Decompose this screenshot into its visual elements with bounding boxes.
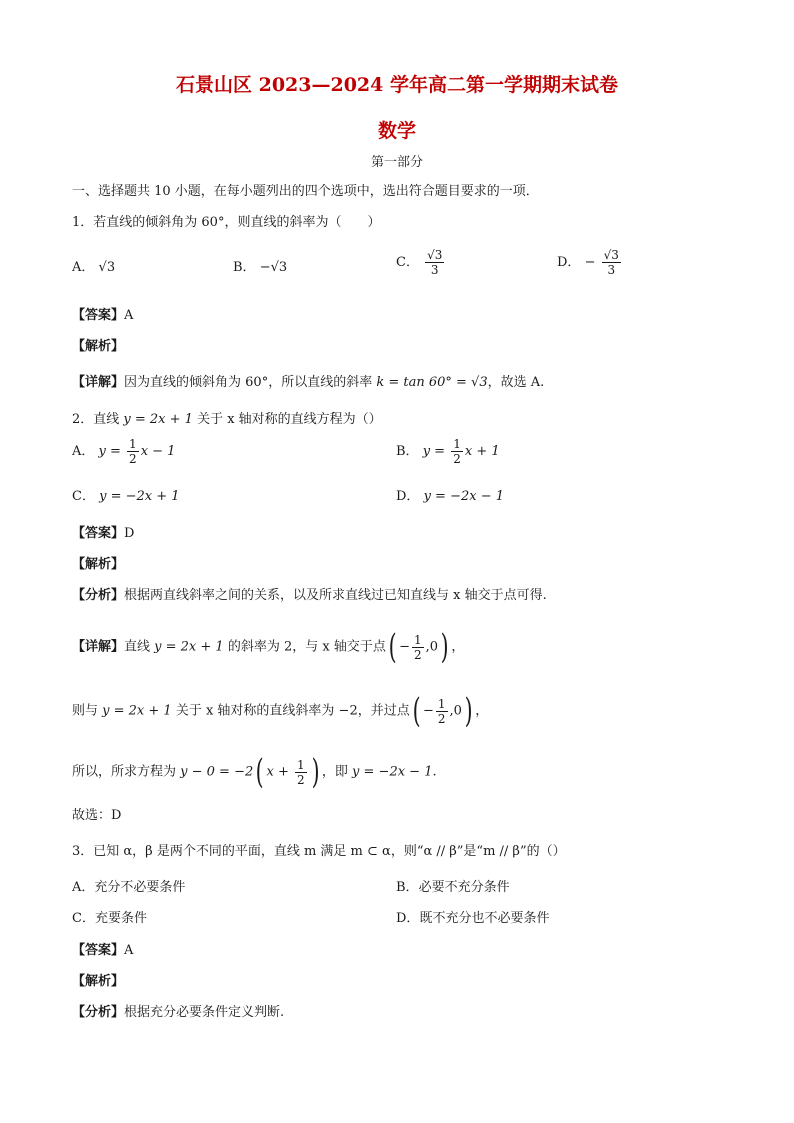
left-paren: (	[388, 627, 397, 667]
fraction	[436, 697, 448, 726]
fraction	[602, 248, 621, 277]
option-label: B．	[233, 260, 256, 275]
detail-text-end: ，	[451, 639, 465, 655]
numerator: 1	[437, 696, 446, 711]
q1-stem: 1．若直线的倾斜角为 60°，则直线的斜率为（ ）	[72, 215, 381, 230]
denominator: 2	[297, 772, 305, 787]
math-expression: x − 1	[140, 444, 176, 459]
option-value: √3	[98, 260, 116, 275]
option-value: 既不充分也不必要条件	[419, 911, 550, 926]
left-paren: (	[412, 691, 421, 731]
detail-text: 因为直线的倾斜角为 60°，所以直线的斜率	[124, 375, 377, 390]
detail-tag: 【详解】	[72, 639, 125, 655]
option-label: A．	[72, 260, 95, 275]
answer-tag: 【答案】	[72, 943, 125, 958]
option-label: B．	[396, 444, 419, 459]
q1-answer	[72, 306, 133, 326]
denominator: 2	[453, 452, 461, 466]
math-expression: y = 2x + 1	[154, 639, 224, 655]
q1-option-a	[72, 258, 115, 278]
detail-text-end: .	[432, 764, 437, 780]
q1-option-d	[557, 248, 623, 277]
numerator: √3	[603, 248, 619, 262]
q2-option-c	[72, 487, 180, 507]
q2-option-d	[396, 487, 504, 507]
numerator: 1	[453, 437, 461, 451]
fraction	[127, 437, 139, 466]
math-expression: k = tan 60° = √3	[376, 375, 488, 390]
minus-sign: −	[584, 255, 596, 270]
answer-tag: 【答案】	[72, 526, 125, 541]
option-label: A．	[72, 444, 95, 459]
denominator: 3	[430, 263, 439, 277]
q3-answer	[72, 941, 133, 961]
numerator: 1	[414, 632, 422, 647]
q3-option-c	[72, 909, 147, 929]
stem-text-end: 关于 x 轴对称的直线方程为（）	[192, 412, 382, 427]
minus-sign: −	[422, 703, 434, 719]
q3-option-b	[396, 878, 510, 898]
point-y: 0	[429, 639, 439, 655]
math-expression: y = 2x + 1	[123, 412, 193, 427]
numerator: √3	[427, 248, 443, 262]
point-y: 0	[453, 703, 462, 719]
option-label: C．	[396, 255, 419, 270]
option-value: 必要不充分条件	[418, 880, 510, 895]
fenxi-text: 根据两直线斜率之间的关系，以及所求直线过已知直线与 x 轴交于点可得.	[124, 588, 547, 603]
q2-detail-3	[72, 752, 437, 792]
option-value: −√3	[259, 260, 288, 275]
math-expression: y =	[98, 444, 126, 459]
q2-analysis-tag	[72, 555, 124, 575]
numerator: 1	[129, 437, 137, 451]
math-expression: y = −2x − 1	[352, 764, 433, 780]
q3-stem: 3．已知 α，β 是两个不同的平面，直线 m 满足 m ⊂ α，则“α // β”是“m // β”的（）	[72, 844, 566, 859]
q2-fenxi	[72, 586, 547, 606]
option-label: C．	[72, 911, 95, 926]
q1-analysis-tag	[72, 337, 124, 357]
answer-value: A	[124, 943, 134, 958]
q2-stem	[72, 410, 382, 430]
option-label: D．	[396, 911, 420, 926]
math-expression: y = −2x + 1	[99, 489, 180, 504]
q1-option-c	[396, 248, 446, 277]
fraction	[425, 248, 444, 277]
analysis-tag: 【解析】	[72, 974, 125, 989]
exam-title: 石景山区 2023—2024 学年高二第一学期期末试卷	[176, 74, 618, 96]
q2-detail-2: 则与 y = 2x + 1 关于 x 轴对称的直线斜率为 −2，并过点( − $\frac{1}{2}$ ,0) ，	[72, 691, 489, 731]
minus-sign: −	[399, 639, 411, 655]
detail-text-end: ，故选 A.	[487, 375, 545, 390]
option-label: D．	[557, 255, 581, 270]
answer-value: A	[124, 308, 134, 323]
detail-text: ，即	[321, 764, 353, 780]
q3-analysis-tag	[72, 972, 124, 992]
detail-text-end: ，	[475, 703, 489, 719]
math-expression: x + 1	[464, 444, 500, 459]
right-paren: )	[464, 691, 473, 731]
q2-option-a	[72, 437, 175, 466]
q3-option-d	[396, 909, 549, 929]
option-label: A．	[72, 880, 95, 895]
section-instruction: 一、选择题共 10 小题，在每小题列出的四个选项中，选出符合题目要求的一项．	[72, 184, 539, 199]
detail-tag: 【详解】	[72, 375, 125, 390]
right-paren: )	[311, 752, 320, 792]
fenxi-tag: 【分析】	[72, 588, 125, 603]
subject-title: 数学	[377, 120, 416, 142]
math-expression: y = −2x − 1	[423, 489, 505, 504]
q3-option-a	[72, 878, 185, 898]
detail-text: 的斜率为 2，与 x 轴交于点	[223, 639, 386, 655]
denominator: 2	[437, 711, 446, 726]
part-heading: 第一部分	[370, 155, 423, 170]
fraction	[295, 758, 307, 787]
right-paren: )	[440, 627, 449, 667]
analysis-tag: 【解析】	[72, 557, 125, 572]
stem-text: 2．直线	[72, 412, 124, 427]
q1-detail	[72, 373, 544, 393]
numerator: 1	[297, 757, 305, 772]
option-label: D．	[396, 489, 420, 504]
answer-tag: 【答案】	[72, 308, 125, 323]
option-value: 充要条件	[94, 911, 147, 926]
q2-option-b	[396, 437, 500, 466]
left-paren: (	[255, 752, 264, 792]
option-label: B．	[396, 880, 419, 895]
math-expression: x +	[266, 764, 293, 780]
fraction	[451, 437, 463, 466]
denominator: 3	[607, 263, 616, 277]
answer-value: D	[124, 526, 135, 541]
fenxi-text: 根据充分必要条件定义判断.	[124, 1005, 285, 1020]
analysis-tag: 【解析】	[72, 339, 125, 354]
math-expression: y − 0 = −2	[180, 764, 254, 780]
option-label: C．	[72, 489, 95, 504]
q2-answer	[72, 524, 134, 544]
fenxi-tag: 【分析】	[72, 1005, 125, 1020]
math-expression: y =	[422, 444, 450, 459]
denominator: 2	[414, 647, 422, 662]
math-expression: y = 2x + 1	[102, 703, 172, 719]
fraction	[412, 633, 424, 662]
detail-text: 则与	[72, 703, 103, 719]
detail-text: 关于 x 轴对称的直线斜率为 −2，并过点	[171, 703, 410, 719]
denominator: 2	[129, 452, 137, 466]
option-value: 充分不必要条件	[94, 880, 186, 895]
detail-text: 所以，所求方程为	[72, 764, 181, 780]
q3-fenxi	[72, 1003, 284, 1023]
q2-conclusion: 故选：D	[72, 808, 122, 823]
q1-option-b	[233, 258, 287, 278]
q2-detail-1: 【详解】直线 y = 2x + 1 的斜率为 2，与 x 轴交于点( − $\frac{1}{2}$ ,0) ，	[72, 627, 465, 667]
detail-text: 直线	[124, 639, 155, 655]
